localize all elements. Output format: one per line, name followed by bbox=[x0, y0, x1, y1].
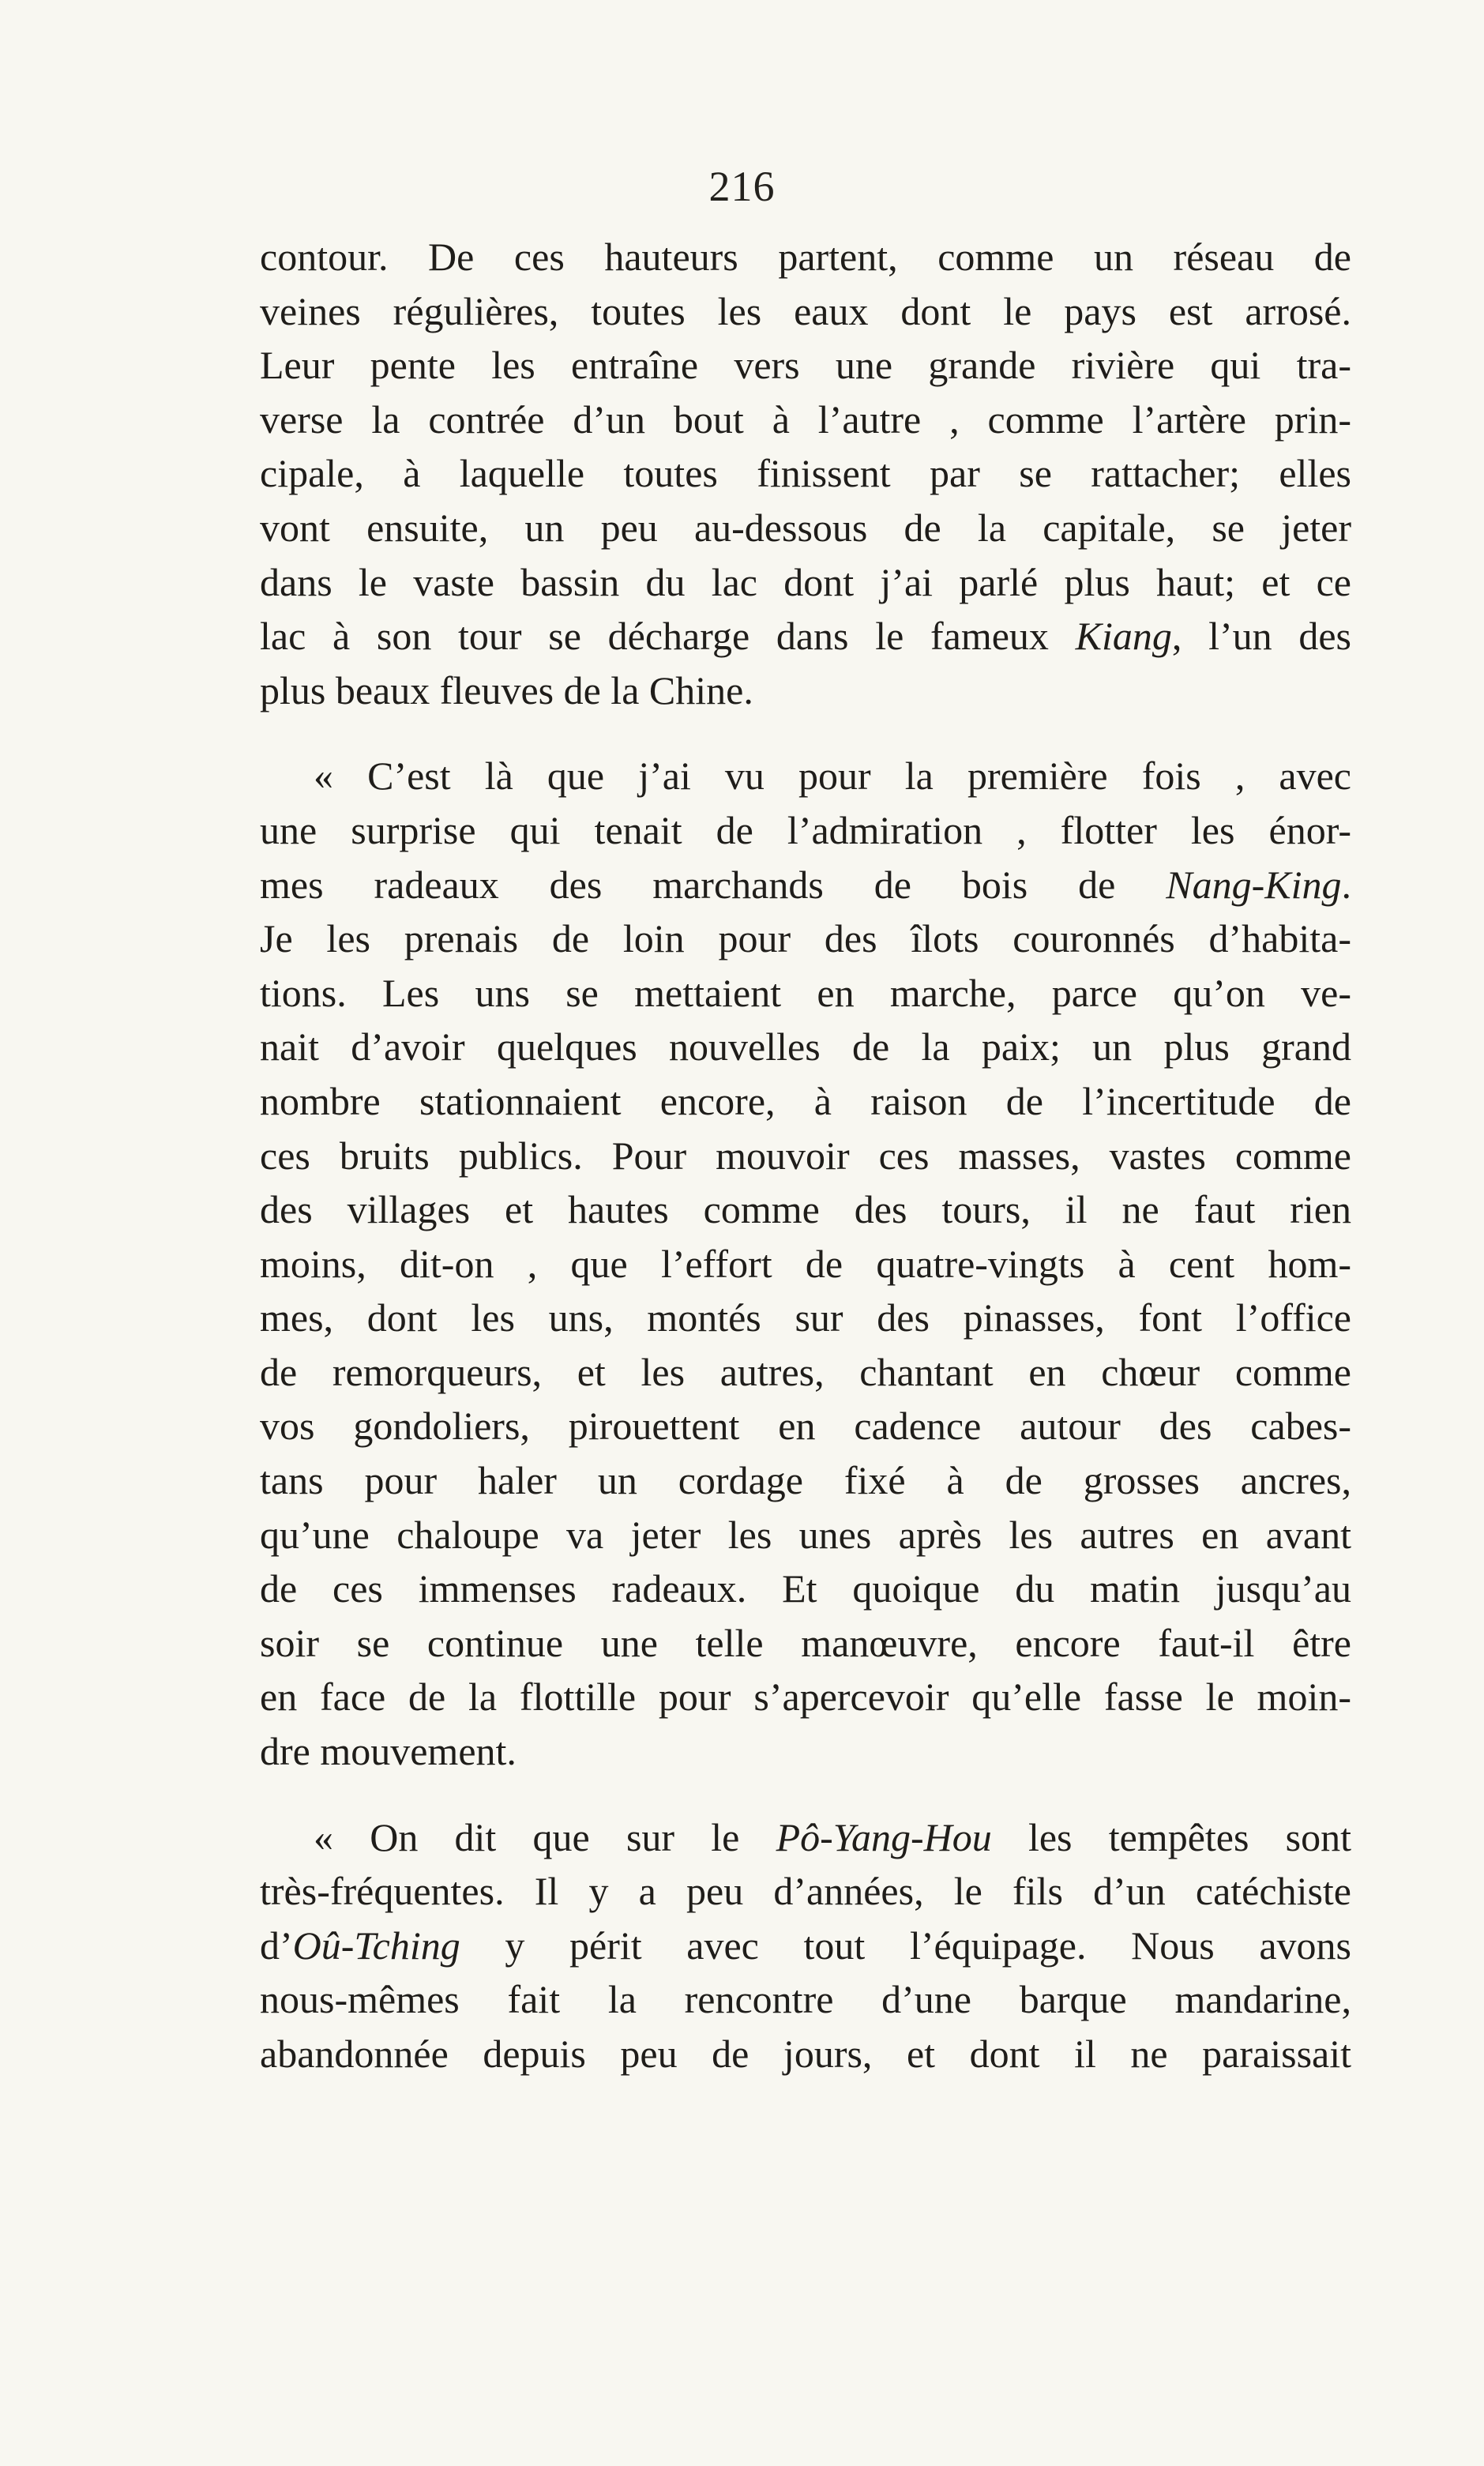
italic-place-name: Nang-King bbox=[1166, 862, 1342, 907]
text-segment: . bbox=[1341, 862, 1351, 907]
text-line: une surprise qui tenait de l’admiration , flotter les énor- bbox=[260, 807, 1351, 852]
text-line: de ces immenses radeaux. Et quoique du matin jusqu’au bbox=[260, 1566, 1351, 1611]
text-line: vos gondoliers, pirouettent en cadence autour des cabes- bbox=[260, 1404, 1351, 1449]
text-segment: , l’un des bbox=[1171, 614, 1351, 659]
text-segment: lac à son tour se décharge dans le fameux bbox=[260, 614, 1076, 659]
text-line: « C’est là que j’ai vu pour la première fois , avec bbox=[314, 754, 1351, 799]
text-line: verse la contrée d’un bout à l’autre , comme l’artère prin- bbox=[260, 397, 1351, 442]
text-segment: d’ bbox=[260, 1923, 293, 1968]
text-line: dans le vaste bassin du lac dont j’ai parlé plus haut; et ce bbox=[260, 559, 1351, 604]
text-line: en face de la flottille pour s’apercevoir qu’elle fasse le moin- bbox=[260, 1675, 1351, 1720]
paragraph bbox=[260, 749, 1351, 1778]
text-line: dre mouvement. bbox=[260, 1729, 517, 1774]
text-line: qu’une chaloupe va jeter les unes après les autres en avant bbox=[260, 1512, 1351, 1557]
text-segment: mes radeaux des marchands de bois de bbox=[260, 862, 1167, 907]
text-line: cipale, à laquelle toutes finissent par se rattacher; elles bbox=[260, 451, 1351, 496]
text-line: vont ensuite, un peu au-dessous de la capitale, se jeter bbox=[260, 505, 1351, 550]
text-line bbox=[260, 858, 1351, 912]
text-line: veines régulières, toutes les eaux dont le pays est arrosé. bbox=[260, 288, 1351, 333]
text-line: moins, dit-on , que l’effort de quatre-vingts à cent hom- bbox=[260, 1241, 1351, 1286]
text-segment: y périt avec tout l’équipage. Nous avons bbox=[460, 1923, 1351, 1968]
italic-place-name: Oû-Tching bbox=[292, 1923, 460, 1968]
text-segment: « On dit que sur le bbox=[314, 1814, 776, 1859]
text-line bbox=[260, 1810, 1351, 1865]
text-line: plus beaux fleuves de la Chine. bbox=[260, 667, 753, 712]
text-line bbox=[260, 1919, 1351, 1973]
italic-place-name: Kiang bbox=[1075, 614, 1172, 659]
text-line: abandonnée depuis peu de jours, et dont il ne paraissait bbox=[260, 2032, 1351, 2076]
text-line: tans pour haler un cordage fixé à de grosses ancres, bbox=[260, 1458, 1351, 1503]
paragraph bbox=[260, 1810, 1351, 2081]
page-number: 216 bbox=[708, 163, 776, 210]
text-line: des villages et hautes comme des tours, il ne faut rien bbox=[260, 1187, 1351, 1232]
text-segment: les tempêtes sont bbox=[991, 1814, 1351, 1859]
text-line: tions. Les uns se mettaient en marche, parce qu’on ve- bbox=[260, 970, 1351, 1015]
text-line: nombre stationnaient encore, à raison de l’incertitude de bbox=[260, 1078, 1351, 1123]
text-line: mes, dont les uns, montés sur des pinasses, font l’office bbox=[260, 1295, 1351, 1340]
paragraph-gap bbox=[260, 1779, 1351, 1810]
italic-place-name: Pô-Yang-Hou bbox=[776, 1814, 992, 1859]
paragraph bbox=[260, 230, 1351, 717]
text-line: Leur pente les entraîne vers une grande rivière qui tra- bbox=[260, 343, 1351, 388]
text-line: contour. De ces hauteurs partent, comme un réseau de bbox=[260, 235, 1351, 279]
page-text bbox=[260, 230, 1351, 2081]
text-line: soir se continue une telle manœuvre, encore faut-il être bbox=[260, 1620, 1351, 1665]
text-line: de remorqueurs, et les autres, chantant en chœur comme bbox=[260, 1349, 1351, 1394]
text-line: ces bruits publics. Pour mouvoir ces masses, vastes comme bbox=[260, 1133, 1351, 1178]
text-line: très-fréquentes. Il y a peu d’années, le fils d’un catéchiste bbox=[260, 1869, 1351, 1914]
text-line: Je les prenais de loin pour des îlots couronnés d’habita- bbox=[260, 916, 1351, 961]
text-line: nous-mêmes fait la rencontre d’une barque mandarine, bbox=[260, 1977, 1351, 2022]
text-line: nait d’avoir quelques nouvelles de la paix; un plus grand bbox=[260, 1024, 1351, 1069]
text-line bbox=[260, 609, 1351, 663]
paragraph-gap bbox=[260, 717, 1351, 749]
